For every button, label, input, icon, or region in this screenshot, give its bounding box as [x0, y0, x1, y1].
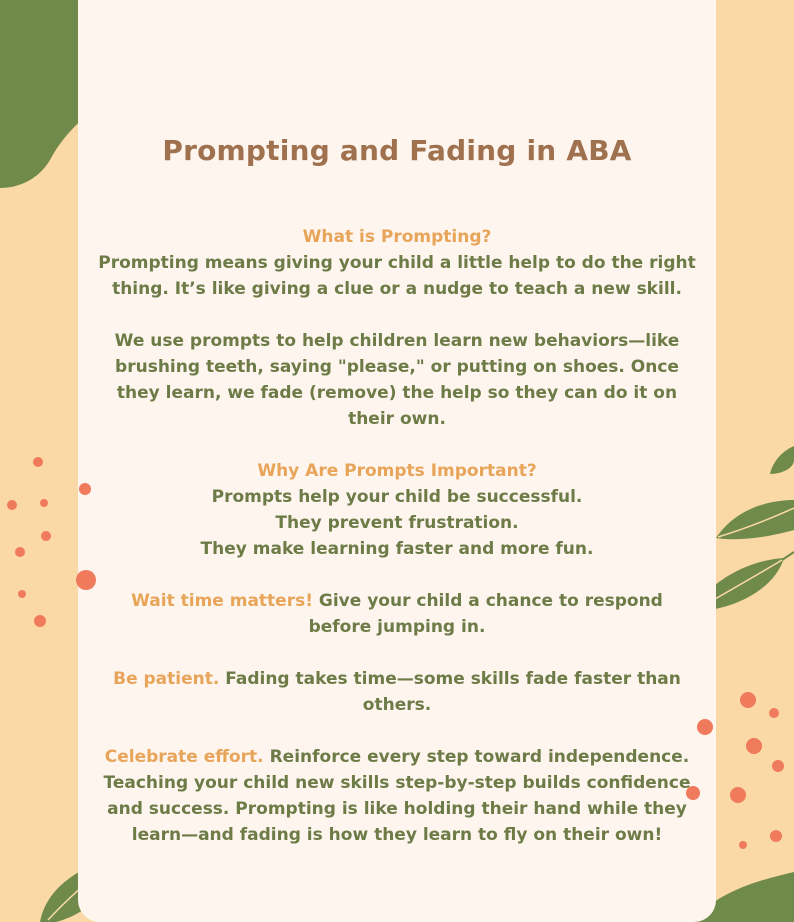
paragraph-line: Prompts help your child be successful. [211, 487, 583, 507]
inline-text: Give your child a chance to respond [312, 591, 663, 611]
paragraph-line: brushing teeth, saying "please," or putting on shoes. Once [115, 357, 679, 377]
inline-text: Fading takes time—some skills fade faster than [219, 669, 681, 689]
highlight-celebrate-effort: Celebrate effort. [104, 747, 264, 767]
paragraph-line: they learn, we fade (remove) the help so they can do it on [116, 383, 678, 403]
paragraph-line: They prevent frustration. [275, 513, 519, 533]
highlight-wait-time: Wait time matters! [131, 591, 313, 611]
paragraph-line: We use prompts to help children learn new behaviors—like [114, 331, 680, 351]
section-heading-why-prompts-important: Why Are Prompts Important? [257, 461, 537, 481]
paragraph-line: Teaching your child new skills step-by-step builds confidence [103, 773, 691, 793]
paragraph-line: and success. Prompting is like holding their hand while they [107, 799, 687, 819]
paragraph-line [88, 666, 706, 692]
section-heading-what-is-prompting: What is Prompting? [302, 227, 492, 247]
paragraph-line: learn—and fading is how they learn to fly on their own! [131, 825, 663, 845]
paragraph-line: They make learning faster and more fun. [200, 539, 594, 559]
paragraph-line: before jumping in. [308, 617, 486, 637]
highlight-be-patient: Be patient. [113, 669, 220, 689]
paragraph-line: others. [362, 695, 432, 715]
inline-text: Reinforce every step toward independence. [263, 747, 690, 767]
paragraph-line: Prompting means giving your child a little help to do the right [98, 253, 696, 273]
paragraph-line: their own. [348, 409, 446, 429]
paragraph-line: thing. It’s like giving a clue or a nudge to teach a new skill. [112, 279, 682, 299]
page-title: Prompting and Fading in ABA [162, 134, 632, 167]
paragraph-line [88, 588, 706, 614]
article-body [88, 224, 706, 848]
paragraph-line [88, 744, 706, 770]
